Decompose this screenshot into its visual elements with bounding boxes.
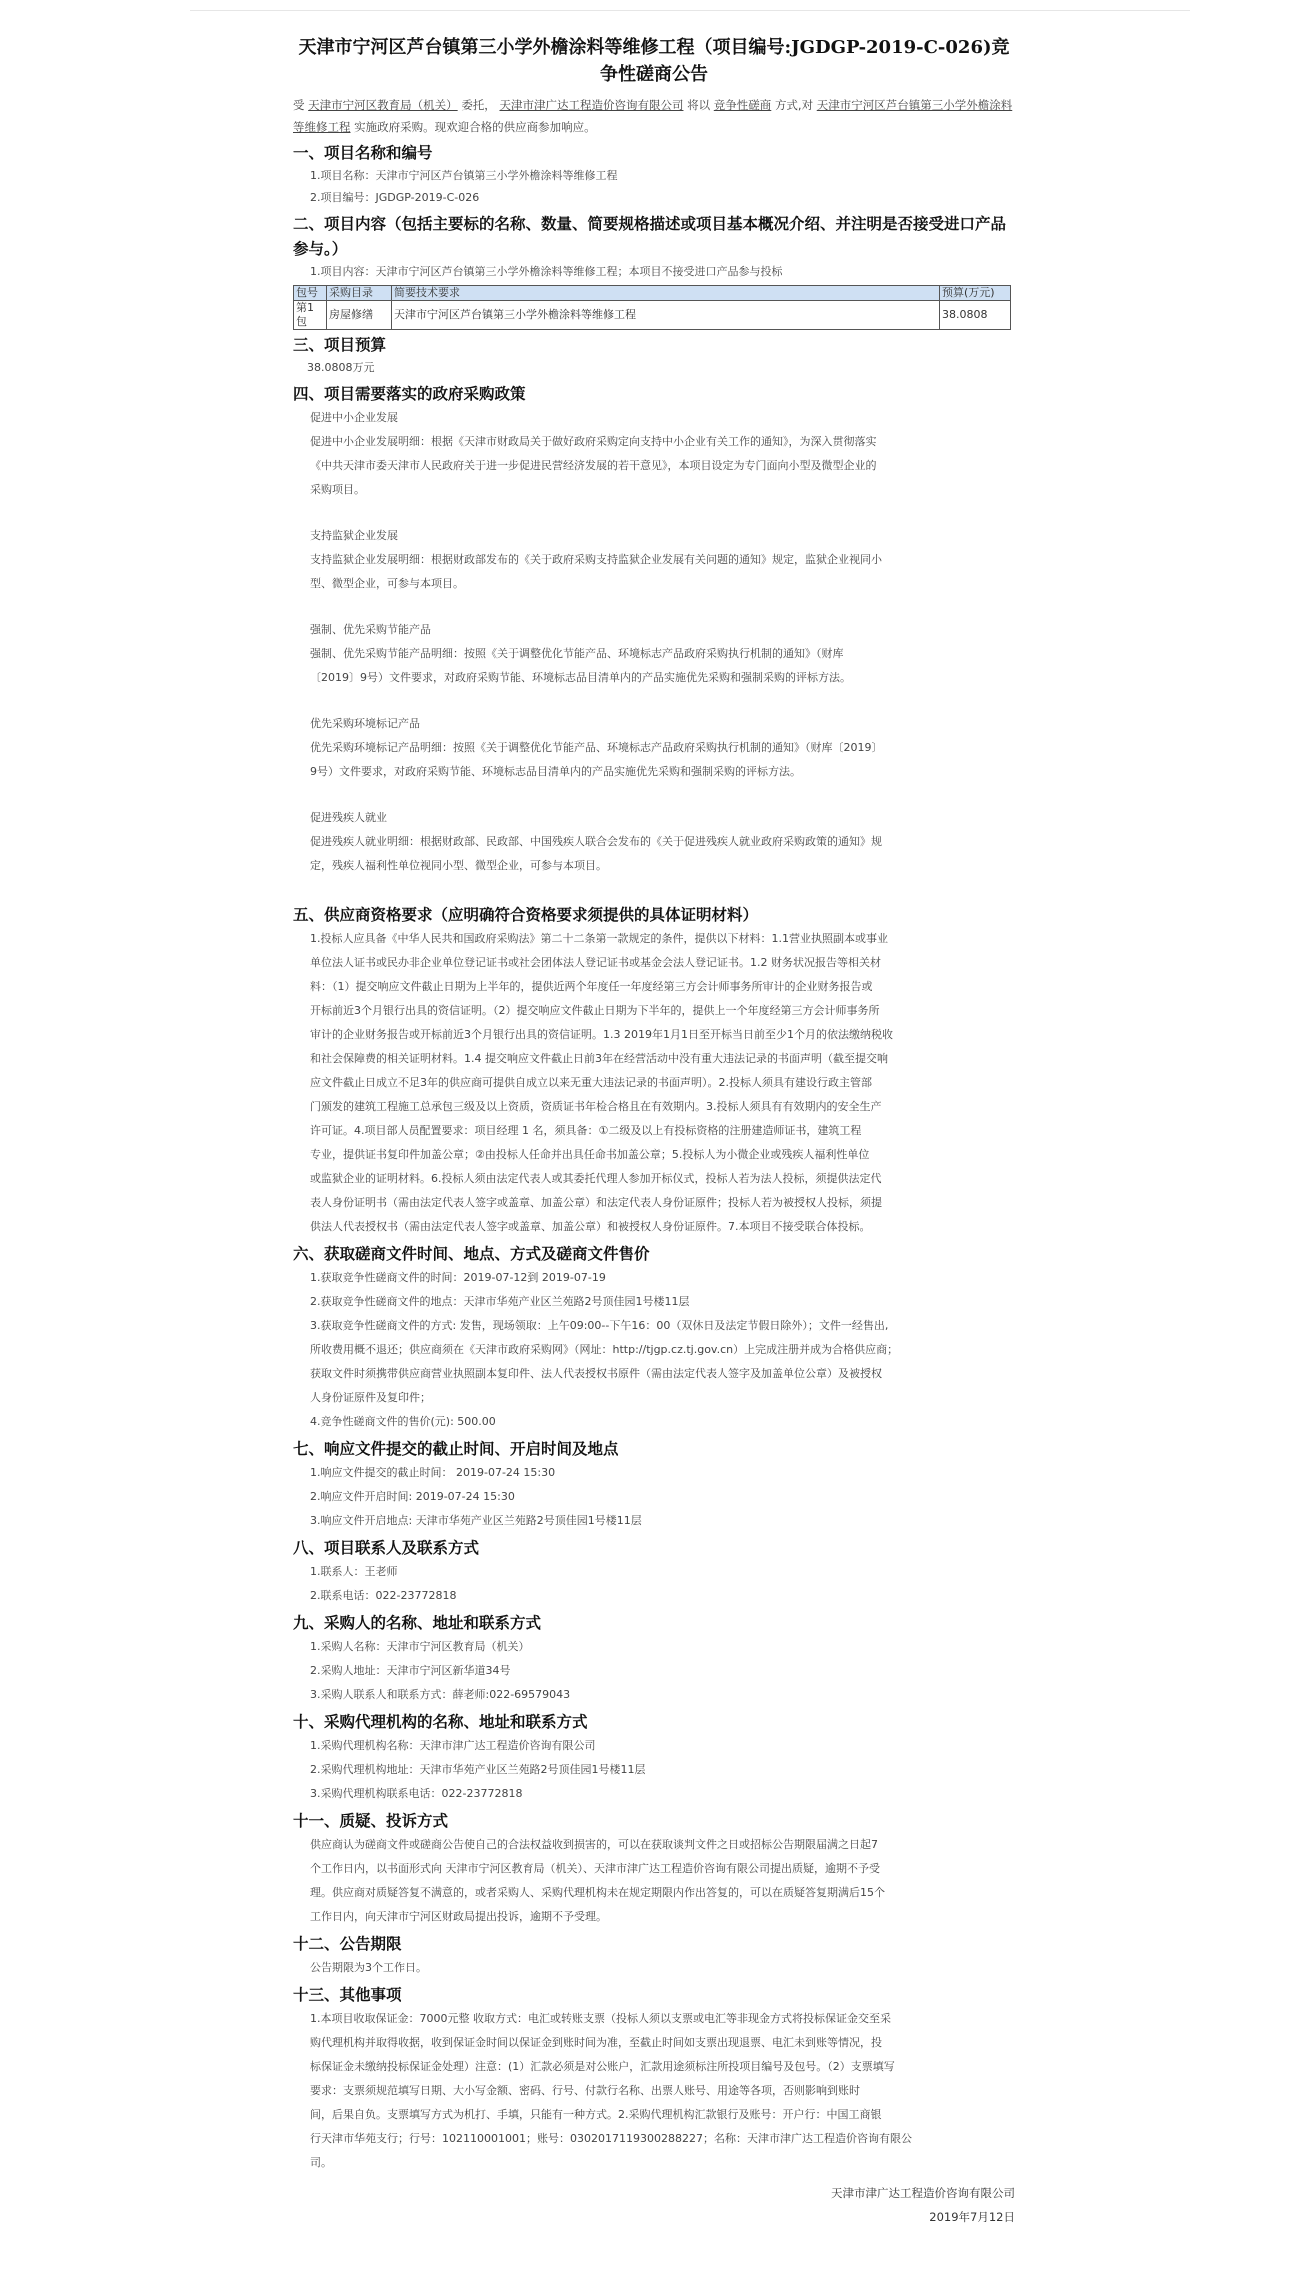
list-item: 1.获取竞争性磋商文件的时间：2019-07-12到 2019-07-19 — [310, 1271, 606, 1284]
other-line: 行天津市华苑支行；行号：102110001001；账号：0302017119300288227；名称：天津市津广达工程造价咨询有限公 — [310, 2132, 912, 2145]
table-row — [294, 301, 1011, 330]
complaint-line: 理。供应商对质疑答复不满意的，或者采购人、采购代理机构未在规定期限内作出答复的，可以在质疑答复期满后15个 — [310, 1886, 885, 1899]
table-header-cell: 预算(万元) — [940, 286, 1011, 301]
complaint-line: 工作日内，向天津市宁河区财政局提出投诉，逾期不予受理。 — [310, 1910, 607, 1923]
table-header-row — [294, 286, 1011, 301]
section-heading: 五、供应商资格要求（应明确符合资格要求须提供的具体证明材料） — [293, 905, 759, 924]
policy-line: 9号）文件要求，对政府采购节能、环境标志品目清单内的产品实施优先采购和强制采购的评标方法。 — [310, 765, 801, 778]
list-item: 2.响应文件开启时间: 2019-07-24 15:30 — [310, 1490, 515, 1503]
table-cell: 房屋修缮 — [327, 301, 392, 330]
qualification-line: 开标前近3个月银行出具的资信证明。（2）提交响应文件截止日期为下半年的，提供上一个年度经第三方会计师事务所 — [310, 1004, 880, 1017]
section-heading: 八、项目联系人及联系方式 — [293, 1538, 480, 1557]
list-item: 4.竞争性磋商文件的售价(元): 500.00 — [310, 1415, 496, 1428]
list-item: 2.采购代理机构地址：天津市华苑产业区兰苑路2号顶佳园1号楼11层 — [310, 1763, 646, 1776]
list-item: 3.采购人联系人和联系方式：薛老师:022-69579043 — [310, 1688, 571, 1701]
section-heading: 十三、其他事项 — [293, 1985, 402, 2004]
policy-line: 定，残疾人福利性单位视同小型、微型企业，可参与本项目。 — [310, 859, 607, 872]
footer-date: 2019年7月12日 — [929, 2210, 1015, 2224]
policy-line: 〔2019〕9号）文件要求，对政府采购节能、环境标志品目清单内的产品实施优先采购和强制采购的评标方法。 — [310, 671, 851, 684]
complaint-line: 个工作日内，以书面形式向 天津市宁河区教育局（机关）、天津市津广达工程造价咨询有限公司提出质疑，逾期不予受 — [310, 1862, 880, 1875]
table-cell: 第1包 — [294, 301, 327, 330]
other-line: 间，后果自负。支票填写方式为机打、手填，只能有一种方式。2.采购代理机构汇款银行及账号：开户行：中国工商银 — [310, 2108, 882, 2121]
agency-name: 天津市津广达工程造价咨询有限公司 — [499, 98, 684, 112]
list-item: 3.获取竞争性磋商文件的方式: 发售，现场领取：上午09:00--下午16：00（双休日及法定节假日除外）；文件一经售出, — [310, 1319, 889, 1332]
policy-line: 支持监狱企业发展明细：根据财政部发布的《关于政府采购支持监狱企业发展有关问题的通知》规定，监狱企业视同小 — [310, 553, 882, 566]
budget-value: 38.0808万元 — [307, 361, 375, 374]
footer-org: 天津市津广达工程造价咨询有限公司 — [831, 2186, 1015, 2200]
qualification-line: 单位法人证书或民办非企业单位登记证书或社会团体法人登记证书或基金会法人登记证书。1.2 财务状况报告等相关材 — [310, 956, 881, 969]
complaint-line: 供应商认为磋商文件或磋商公告使自己的合法权益收到损害的，可以在获取谈判文件之日或招标公告期限届满之日起7 — [310, 1838, 878, 1851]
list-item: 1.项目内容：天津市宁河区芦台镇第三小学外檐涂料等维修工程；本项目不接受进口产品参与投标 — [310, 265, 783, 278]
policy-title: 支持监狱企业发展 — [310, 529, 398, 542]
list-item: 1.采购人名称：天津市宁河区教育局（机关） — [310, 1640, 530, 1653]
section-heading: 三、项目预算 — [293, 335, 387, 354]
section-heading: 六、获取磋商文件时间、地点、方式及磋商文件售价 — [293, 1244, 650, 1263]
intro-text: 受 — [293, 98, 305, 112]
list-item: 3.采购代理机构联系电话：022-23772818 — [310, 1787, 523, 1800]
procurement-method: 竞争性磋商 — [713, 98, 772, 112]
qualification-line: 1.投标人应具备《中华人民共和国政府采购法》第二十二条第一款规定的条件，提供以下材料：1.1营业执照副本或事业 — [310, 932, 888, 945]
list-item: 获取文件时须携带供应商营业执照副本复印件、法人代表授权书原件（需由法定代表人签字及加盖单位公章）及被授权 — [310, 1367, 882, 1380]
qualification-line: 审计的企业财务报告或开标前近3个月银行出具的资信证明。1.3 2019年1月1日至开标当日前至少1个月的依法缴纳税收 — [310, 1028, 893, 1041]
list-item: 人身份证原件及复印件； — [310, 1391, 431, 1404]
list-item: 2.联系电话：022-23772818 — [310, 1589, 457, 1602]
other-line: 购代理机构并取得收据，收到保证金时间以保证金到账时间为准，至截止时间如支票出现退票、电汇未到账等情况，投 — [310, 2036, 882, 2049]
table-header-cell: 简要技术要求 — [392, 286, 940, 301]
list-item: 1.响应文件提交的截止时间： 2019-07-24 15:30 — [310, 1466, 556, 1479]
list-item: 1.采购代理机构名称：天津市津广达工程造价咨询有限公司 — [310, 1739, 596, 1752]
policy-line: 采购项目。 — [310, 483, 365, 496]
policy-title: 促进中小企业发展 — [310, 411, 398, 424]
table-cell: 天津市宁河区芦台镇第三小学外檐涂料等维修工程 — [392, 301, 940, 330]
policy-line: 型、微型企业，可参与本项目。 — [310, 577, 464, 590]
policy-line: 强制、优先采购节能产品明细：按照《关于调整优化节能产品、环境标志产品政府采购执行机制的通知》（财库 — [310, 647, 844, 660]
table-cell: 38.0808 — [940, 301, 1011, 330]
table-header-cell: 采购目录 — [327, 286, 392, 301]
project-name: 天津市宁河区芦台镇第三小学外檐涂料等维修工程 — [293, 98, 1013, 134]
section-heading: 九、采购人的名称、地址和联系方式 — [293, 1613, 542, 1632]
list-item: 2.获取竞争性磋商文件的地点：天津市华苑产业区兰苑路2号顶佳园1号楼11层 — [310, 1295, 690, 1308]
qualification-line: 供法人代表授权书（需由法定代表人签字或盖章、加盖公章）和被授权人身份证原件。7.本项目不接受联合体投标。 — [310, 1220, 871, 1233]
announcement — [293, 34, 1015, 2229]
qualification-line: 和社会保障费的相关证明材料。1.4 提交响应文件截止日前3年在经营活动中没有重大违法记录的书面声明（截至提交响 — [310, 1052, 888, 1065]
other-line: 1.本项目收取保证金：7000元整 收取方式：电汇或转账支票（投标人须以支票或电汇等非现金方式将投标保证金交至采 — [310, 2012, 891, 2025]
intro-text: 将以 — [687, 98, 711, 112]
intro-text: 实施政府采购。现欢迎合格的供应商参加响应。 — [354, 120, 596, 134]
qualification-line: 门颁发的建筑工程施工总承包三级及以上资质，资质证书年检合格且在有效期内。3.投标人须具有有效期内的安全生产 — [310, 1100, 882, 1113]
policy-title: 优先采购环境标记产品 — [310, 717, 420, 730]
policy-title: 促进残疾人就业 — [310, 811, 387, 824]
section-heading: 四、项目需要落实的政府采购政策 — [293, 384, 526, 403]
notice-period: 公告期限为3个工作日。 — [310, 1961, 427, 1974]
other-line: 标保证金未缴纳投标保证金处理）注意：(1）汇款必须是对公账户，汇款用途须标注所投项目编号及包号。（2）支票填写 — [310, 2060, 895, 2073]
intro-paragraph — [293, 94, 1015, 138]
qualification-line: 料：（1）提交响应文件截止日期为上半年的，提供近两个年度任一年度经第三方会计师事务所审计的企业财务报告或 — [310, 980, 873, 993]
section-heading: 一、项目名称和编号 — [293, 143, 433, 162]
page-title: 天津市宁河区芦台镇第三小学外檐涂料等维修工程（项目编号:JGDGP-2019-C-026)竞争性磋商公告 — [298, 37, 1010, 85]
policy-line: 优先采购环境标记产品明细：按照《关于调整优化节能产品、环境标志产品政府采购执行机制的通知》（财库〔2019〕 — [310, 741, 883, 754]
list-item: 2.项目编号：JGDGP-2019-C-026 — [310, 191, 480, 204]
section-heading: 七、响应文件提交的截止时间、开启时间及地点 — [293, 1439, 619, 1458]
qualification-line: 许可证。4.项目部人员配置要求：项目经理 1 名，须具备：①二级及以上有投标资格的注册建造师证书，建筑工程 — [310, 1124, 862, 1137]
qualification-line: 表人身份证明书（需由法定代表人签字或盖章、加盖公章）和法定代表人身份证原件；投标人若为被授权人投标，须提 — [310, 1196, 882, 1209]
table-header-cell: 包号 — [294, 286, 327, 301]
policy-line: 促进中小企业发展明细：根据《天津市财政局关于做好政府采购定向支持中小企业有关工作的通知》，为深入贯彻落实 — [310, 435, 877, 448]
list-item: 2.采购人地址：天津市宁河区新华道34号 — [310, 1664, 511, 1677]
list-item: 1.项目名称：天津市宁河区芦台镇第三小学外檐涂料等维修工程 — [310, 169, 618, 182]
intro-text: 委托， — [461, 98, 496, 112]
list-item: 3.响应文件开启地点: 天津市华苑产业区兰苑路2号顶佳园1号楼11层 — [310, 1514, 642, 1527]
qualification-line: 应文件截止日成立不足3年的供应商可提供自成立以来无重大违法记录的书面声明）。2.投标人须具有建设行政主管部 — [310, 1076, 872, 1089]
section-heading: 十二、公告期限 — [293, 1934, 402, 1953]
intro-text: 方式,对 — [774, 98, 814, 112]
qualification-line: 专业，提供证书复印件加盖公章；②由投标人任命并出具任命书加盖公章；5.投标人为小微企业或残疾人福利性单位 — [310, 1148, 870, 1161]
other-line: 司。 — [310, 2156, 332, 2169]
project-table — [293, 285, 1011, 330]
section-heading: 二、项目内容（包括主要标的名称、数量、简要规格描述或项目基本概况介绍、并注明是否接受进口产品参与。） — [293, 214, 1007, 258]
list-item: 所收费用概不退还；供应商须在《天津市政府采购网》（网址：http://tjgp.cz.tj.gov.cn）上完成注册并成为合格供应商； — [310, 1343, 899, 1356]
policy-line: 促进残疾人就业明细：根据财政部、民政部、中国残疾人联合会发布的《关于促进残疾人就业政府采购政策的通知》规 — [310, 835, 882, 848]
other-line: 要求：支票须规范填写日期、大小写金额、密码、行号、付款行名称、出票人账号、用途等各项，否则影响到账时 — [310, 2084, 860, 2097]
section-heading: 十、采购代理机构的名称、地址和联系方式 — [293, 1712, 588, 1731]
top-divider — [190, 10, 1190, 11]
qualification-line: 或监狱企业的证明材料。6.投标人须由法定代表人或其委托代理人参加开标仪式，投标人若为法人投标，须提供法定代 — [310, 1172, 882, 1185]
policy-title: 强制、优先采购节能产品 — [310, 623, 431, 636]
policy-line: 《中共天津市委天津市人民政府关于进一步促进民营经济发展的若干意见》，本项目设定为专门面向小型及微型企业的 — [310, 459, 877, 472]
purchaser-name: 天津市宁河区教育局（机关） — [308, 98, 458, 112]
list-item: 1.联系人：王老师 — [310, 1565, 398, 1578]
section-heading: 十一、质疑、投诉方式 — [293, 1811, 449, 1830]
